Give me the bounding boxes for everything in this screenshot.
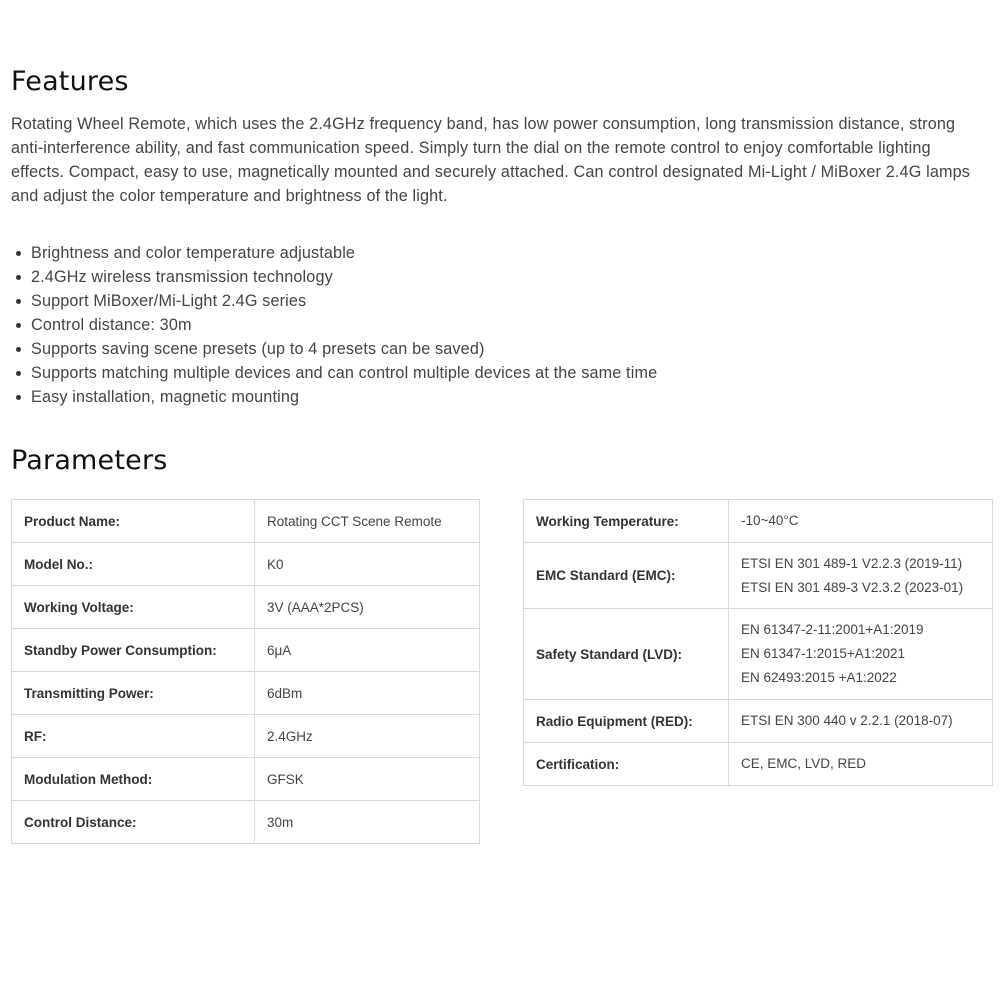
list-item: 2.4GHz wireless transmission technology — [31, 265, 657, 289]
list-item: Control distance: 30m — [31, 313, 657, 337]
features-intro: Rotating Wheel Remote, which uses the 2.4GHz frequency band, has low power consumption, long transmission distance, strong anti-interference ability, and fast communication speed. Simply turn the dial on the remote control to enjoy comfortable lighting effects. Compact, easy to use, magnetically mounted and securely attached. Can control designated Mi-Light / MiBoxer 2.4G lamps and adjust the color temperature and brightness of the light. — [11, 115, 971, 205]
table-row — [524, 543, 993, 609]
param-value-line: ETSI EN 301 489-3 V2.3.2 (2023-01) — [741, 579, 964, 595]
table-row — [524, 743, 993, 786]
param-value — [729, 700, 993, 743]
param-value — [729, 609, 993, 700]
param-label: Certification: — [524, 743, 729, 786]
param-value: 3V (AAA*2PCS) — [255, 586, 480, 629]
table-row — [12, 672, 480, 715]
param-label: Model No.: — [12, 543, 255, 586]
param-label: Modulation Method: — [12, 758, 255, 801]
param-label: Standby Power Consumption: — [12, 629, 255, 672]
table-row — [12, 543, 480, 586]
param-label: Working Voltage: — [12, 586, 255, 629]
param-value: GFSK — [255, 758, 480, 801]
param-value: 6dBm — [255, 672, 480, 715]
param-value: 2.4GHz — [255, 715, 480, 758]
list-item: Supports saving scene presets (up to 4 presets can be saved) — [31, 337, 657, 361]
param-label: Radio Equipment (RED): — [524, 700, 729, 743]
table-row — [12, 586, 480, 629]
param-value — [729, 743, 993, 786]
table-row — [524, 500, 993, 543]
param-value: K0 — [255, 543, 480, 586]
param-value-line: EN 61347-1:2015+A1:2021 — [741, 646, 906, 661]
parameters-table-left — [11, 499, 480, 844]
param-value: 6μA — [255, 629, 480, 672]
param-label: EMC Standard (EMC): — [524, 543, 729, 609]
param-label: Transmitting Power: — [12, 672, 255, 715]
table-row — [12, 500, 480, 543]
param-value-line: ETSI EN 301 489-1 V2.2.3 (2019-11) — [741, 555, 963, 571]
features-heading: Features — [11, 66, 129, 97]
table-row — [12, 629, 480, 672]
param-label: Working Temperature: — [524, 500, 729, 543]
list-item: Brightness and color temperature adjustable — [31, 241, 657, 265]
param-value-line: -10~40°C — [741, 513, 799, 528]
param-label: RF: — [12, 715, 255, 758]
features-list — [11, 241, 657, 409]
param-value: Rotating CCT Scene Remote — [255, 500, 480, 543]
list-item: Easy installation, magnetic mounting — [31, 385, 657, 409]
param-value — [729, 543, 993, 609]
list-item: Supports matching multiple devices and can control multiple devices at the same time — [31, 361, 657, 385]
param-value: 30m — [255, 801, 480, 844]
param-label: Product Name: — [12, 500, 255, 543]
param-value — [729, 500, 993, 543]
table-row — [12, 715, 480, 758]
table-row — [12, 758, 480, 801]
list-item: Support MiBoxer/Mi-Light 2.4G series — [31, 289, 657, 313]
parameters-heading: Parameters — [11, 445, 168, 476]
param-value-line: CE, EMC, LVD, RED — [741, 756, 867, 771]
param-value-line: EN 62493:2015 +A1:2022 — [741, 670, 897, 685]
param-value-line: ETSI EN 300 440 v 2.2.1 (2018-07) — [741, 713, 953, 728]
table-row — [524, 609, 993, 700]
parameters-table-right — [523, 499, 993, 786]
param-label: Control Distance: — [12, 801, 255, 844]
table-row — [524, 700, 993, 743]
table-row — [12, 801, 480, 844]
param-value-line: EN 61347-2-11:2001+A1:2019 — [741, 622, 924, 637]
param-label: Safety Standard (LVD): — [524, 609, 729, 700]
